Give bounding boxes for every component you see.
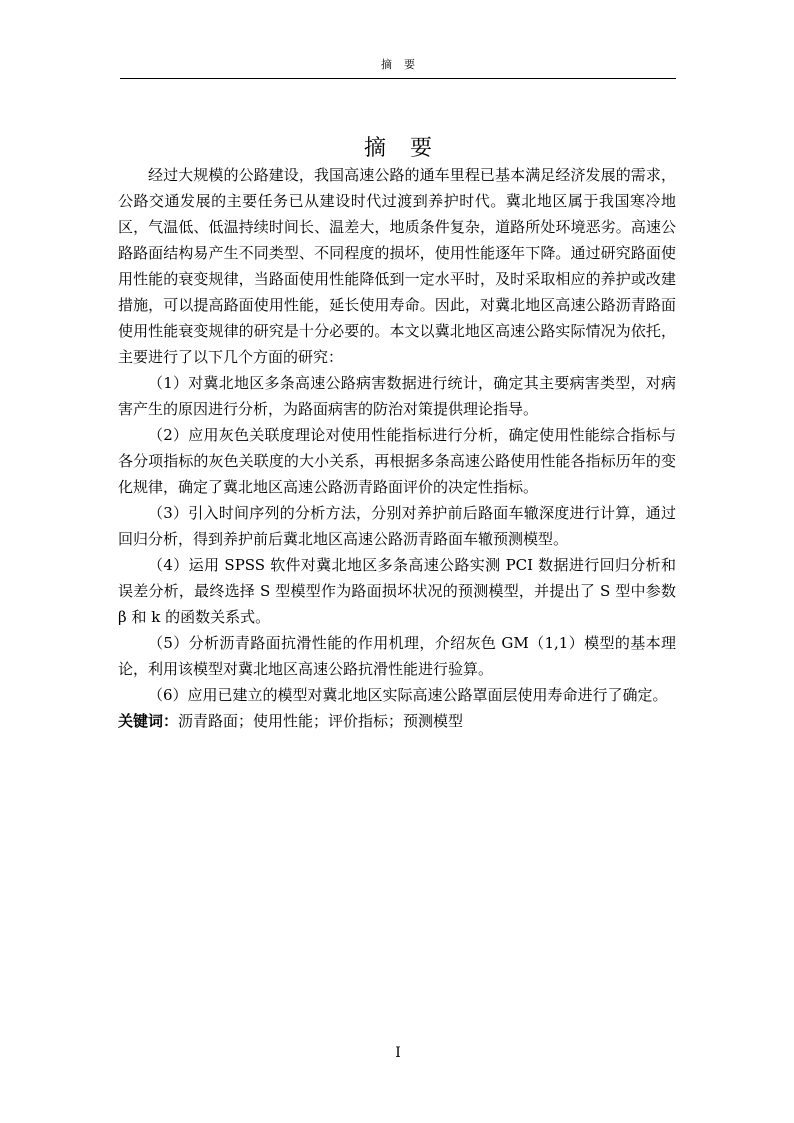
- abstract-intro-paragraph: 经过大规模的公路建设，我国高速公路的通车里程已基本满足经济发展的需求，公路交通发展的主要任务已从建设时代过渡到养护时代。冀北地区属于我国寒冷地区，气温低、低温持续时间长、温差大，地质条件复杂，道路所处环境恶劣。高速公路路面结构易产生不同类型、不同程度的损坏，使用性能逐年下降。通过研究路面使用性能的衰变规律，当路面使用性能降低到一定水平时，及时采取相应的养护或改建措施，可以提高路面使用性能，延长使用寿命。因此，对冀北地区高速公路沥青路面使用性能衰变规律的研究是十分必要的。本文以冀北地区高速公路实际情况为依托，主要进行了以下几个方面的研究：: [118, 166, 676, 366]
- research-item-6: （6）应用已建立的模型对冀北地区实际高速公路罩面层使用寿命进行了确定。: [148, 686, 668, 704]
- research-item-5: （5）分析沥青路面抗滑性能的作用机理，介绍灰色 GM（1,1）模型的基本理论，利用该模型对冀北地区高速公路抗滑性能进行验算。: [118, 634, 676, 678]
- research-item-4: （4）运用 SPSS 软件对冀北地区多条高速公路实测 PCI 数据进行回归分析和误差分析，最终选择 S 型模型作为路面损坏状况的预测模型，并提出了 S 型中参数 β 和 k 的函数关系式。: [118, 556, 676, 626]
- running-header: 摘要: [381, 58, 427, 71]
- keywords-text: 沥青路面；使用性能；评价指标；预测模型: [178, 712, 464, 730]
- page-title: 摘要: [363, 136, 456, 161]
- keywords-line: [118, 708, 676, 734]
- page-number: I: [395, 1045, 401, 1061]
- research-item-3: （3）引入时间序列的分析方法，分别对养护前后路面车辙深度进行计算，通过回归分析，得到养护前后冀北地区高速公路沥青路面车辙预测模型。: [118, 504, 676, 548]
- research-item-2: （2）应用灰色关联度理论对使用性能指标进行分析，确定使用性能综合指标与各分项指标的灰色关联度的大小关系，再根据多条高速公路使用性能各指标历年的变化规律，确定了冀北地区高速公路沥青路面评价的决定性指标。: [118, 426, 676, 496]
- abstract-body: [118, 162, 676, 734]
- research-item-1: （1）对冀北地区多条高速公路病害数据进行统计，确定其主要病害类型，对病害产生的原因进行分析，为路面病害的防治对策提供理论指导。: [118, 374, 676, 418]
- header-divider: [120, 78, 676, 79]
- keywords-label: 关键词：: [118, 712, 179, 730]
